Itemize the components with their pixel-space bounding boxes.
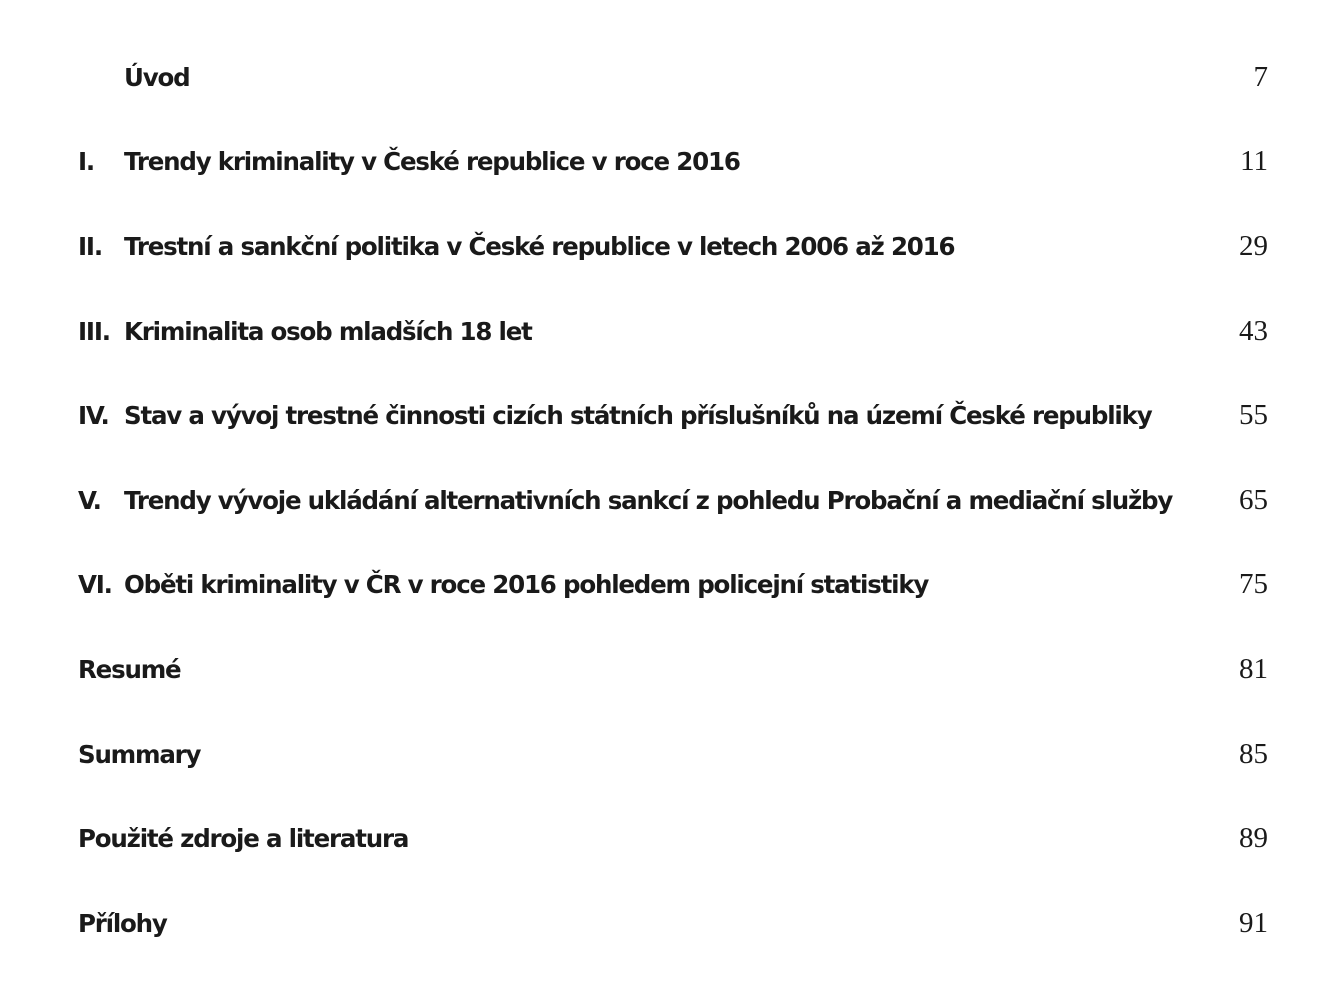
toc-entry-chapter-1 xyxy=(78,120,1268,205)
toc-entry-number: IV. xyxy=(78,401,109,431)
toc-entry-title: Summary xyxy=(78,739,201,769)
toc-entry-title: Trendy kriminality v České republice v roce 2016 xyxy=(124,147,740,177)
toc-entry-title: Použité zdroje a literatura xyxy=(78,824,409,854)
toc-entry-page: 7 xyxy=(1253,60,1268,93)
toc-entry-title: Trestní a sankční politika v České republice v letech 2006 až 2016 xyxy=(124,231,955,261)
toc-entry-uvod xyxy=(78,35,1268,120)
toc-entry-number: I. xyxy=(78,147,95,177)
toc-entry-appendices xyxy=(78,881,1268,966)
toc-entry-page: 91 xyxy=(1239,906,1268,939)
toc-entry-page: 75 xyxy=(1239,568,1268,601)
toc-entry-summary xyxy=(78,712,1268,797)
toc-entry-number: II. xyxy=(78,231,102,261)
toc-entry-page: 55 xyxy=(1239,399,1268,432)
toc-entry-title: Přílohy xyxy=(78,908,167,938)
toc-entry-number: III. xyxy=(78,316,110,346)
toc-entry-chapter-5 xyxy=(78,458,1268,543)
toc-entry-title: Úvod xyxy=(124,62,190,92)
toc-entry-chapter-4 xyxy=(78,373,1268,458)
toc-entry-page: 85 xyxy=(1239,737,1268,770)
toc-entry-number: VI. xyxy=(78,570,112,600)
table-of-contents xyxy=(78,35,1268,966)
toc-entry-title: Stav a vývoj trestné činnosti cizích státních příslušníků na území České republiky xyxy=(124,401,1152,431)
toc-entry-title: Kriminalita osob mladších 18 let xyxy=(124,316,532,346)
toc-entry-chapter-2 xyxy=(78,204,1268,289)
toc-entry-number: V. xyxy=(78,485,101,515)
toc-entry-page: 11 xyxy=(1240,145,1268,178)
toc-entry-resume xyxy=(78,627,1268,712)
toc-entry-title: Trendy vývoje ukládání alternativních sankcí z pohledu Probační a mediační služby xyxy=(124,485,1173,515)
toc-entry-page: 65 xyxy=(1239,483,1268,516)
toc-entry-page: 29 xyxy=(1239,229,1268,262)
toc-entry-sources xyxy=(78,796,1268,881)
toc-entry-title: Oběti kriminality v ČR v roce 2016 pohledem policejní statistiky xyxy=(124,570,929,600)
toc-entry-title: Resumé xyxy=(78,654,181,684)
toc-entry-page: 43 xyxy=(1239,314,1268,347)
toc-entry-chapter-3 xyxy=(78,289,1268,374)
toc-entry-chapter-6 xyxy=(78,543,1268,628)
toc-entry-page: 89 xyxy=(1239,822,1268,855)
toc-entry-page: 81 xyxy=(1239,652,1268,685)
